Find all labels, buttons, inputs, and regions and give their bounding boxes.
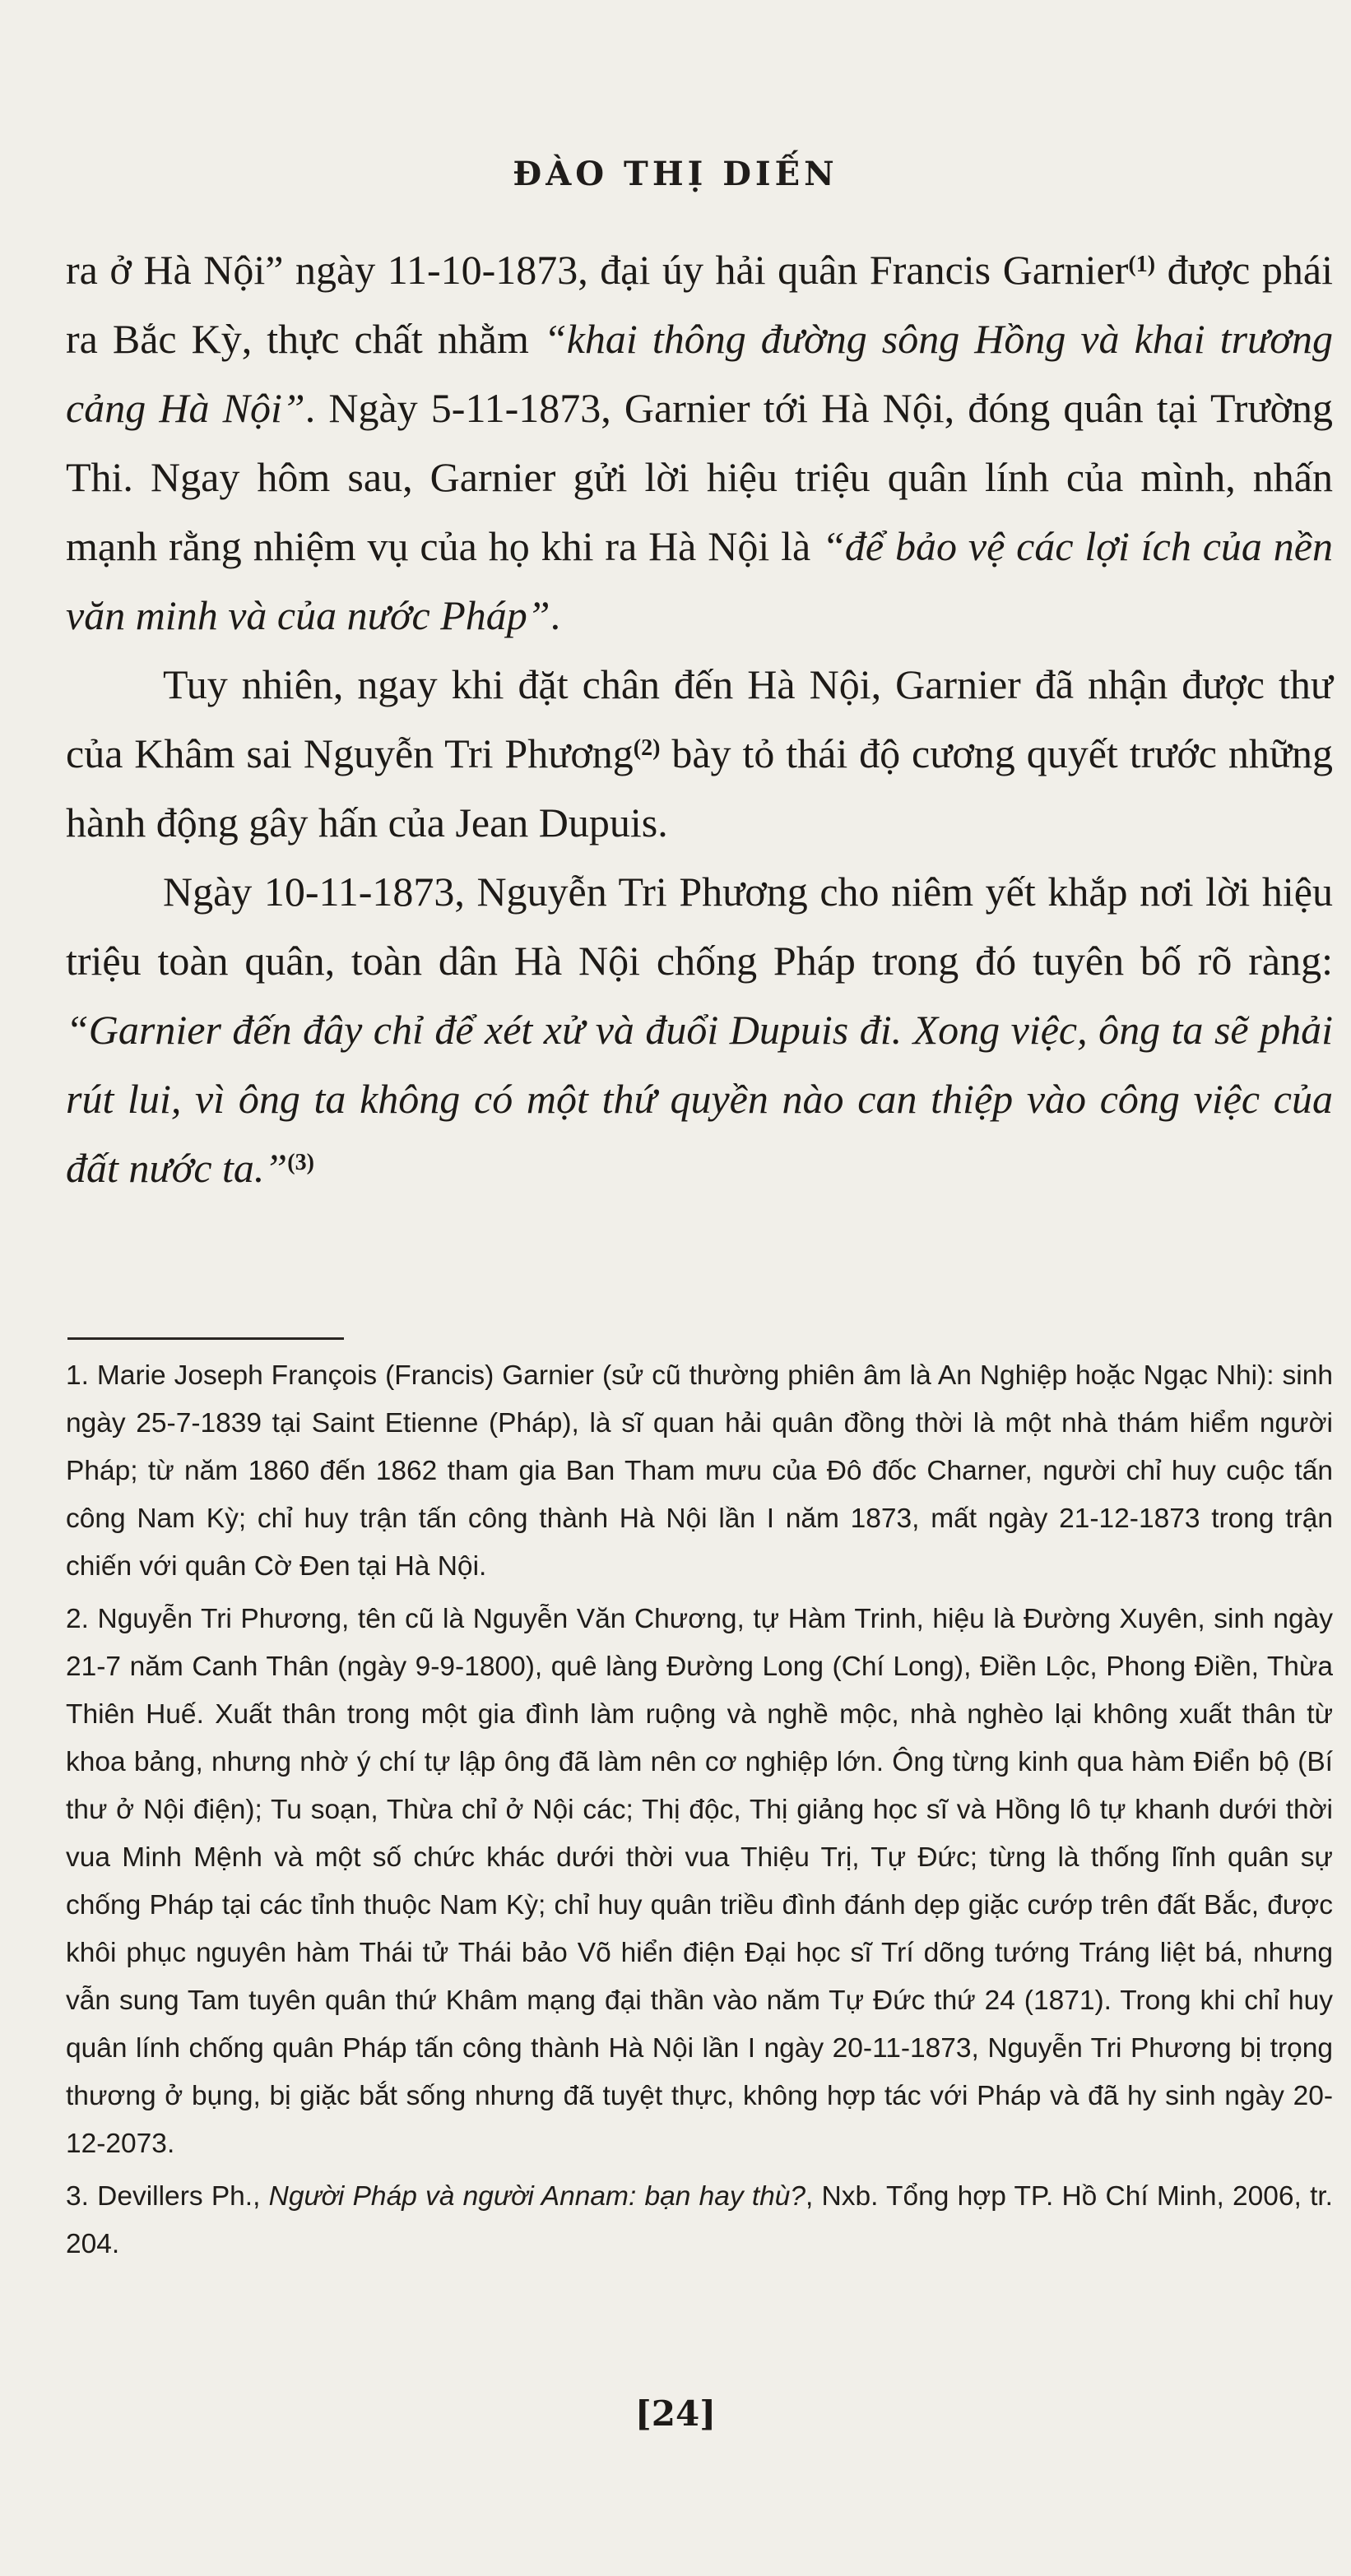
footnote-3-author: 3. Devillers Ph., — [66, 2181, 269, 2212]
footnote-3-title: Người Pháp và người Annam: bạn hay thù? — [268, 2181, 806, 2212]
footnote-1: 1. Marie Joseph François (Francis) Garnier (sử cũ thường phiên âm là An Nghiệp hoặc Ngạc Nhi): sinh ngày 25-7-1839 tại Saint Etienne (Pháp), là sĩ quan hải quân đồng thời là một nhà thám hiểm người Pháp; từ năm 1860 đến 1862 tham gia Ban Tham mưu của Đô đốc Charner, người chỉ huy cuộc tấn công Nam Kỳ; chỉ huy trận tấn công thành Hà Nội lần I năm 1873, mất ngày 21-12-1873 trong trận chiến với quân Cờ Đen tại Hà Nội. — [66, 1360, 1333, 1582]
footnote-2: 2. Nguyễn Tri Phương, tên cũ là Nguyễn Văn Chương, tự Hàm Trinh, hiệu là Đường Xuyên, sinh ngày 21-7 năm Canh Thân (ngày 9-9-1800), quê làng Đường Long (Chí Long), Điền Lộc, Phong Điền, Thừa Thiên Huế. Xuất thân trong một gia đình làm ruộng và nghề mộc, nhà nghèo lại không xuất thân từ khoa bảng, nhưng nhờ ý chí tự lập ông đã làm nên cơ nghiệp lớn. Ông từng kinh qua hàm Điển bộ (Bí thư ở Nội điện); Tu soạn, Thừa chỉ ở Nội các; Thị độc, Thị giảng học sĩ và Hồng lô tự khanh dưới thời vua Minh Mệnh và một số chức khác dưới thời vua Thiệu Trị, Tự Đức; từng là thống lĩnh quân sự chống Pháp tại các tỉnh thuộc Nam Kỳ; chỉ huy quân triều đình đánh dẹp giặc cướp trên đất Bắc, được khôi phục nguyên hàm Thái tử Thái bảo Võ hiển điện Đại học sĩ Trí dõng tướng Tráng liệt bá, nhưng vẫn sung Tam tuyên quân thứ Khâm mạng đại thần vào năm Tự Đức thứ 24 (1871). Trong khi chỉ huy quân lính chống quân Pháp tấn công thành Hà Nội lần I ngày 20-11-1873, Nguyễn Tri Phương bị trọng thương ở bụng, bị giặc bắt sống nhưng đã tuyệt thực, không hợp tác với Pháp và đã hy sinh ngày 20-12-2073. — [66, 1604, 1333, 2159]
p1-text-c: . Ngày 5-11-1873, Garnier tới Hà Nội, đóng quân tại Trường Thi. Ngay hôm sau, Garnier gửi lời hiệu triệu quân lính của mình, nhấn mạnh rằng nhiệm vụ của họ khi ra Hà Nội là — [66, 385, 1333, 569]
p1-text-a: ra ở Hà Nội” ngày 11-10-1873, đại úy hải quân Francis Garnier — [66, 247, 1129, 293]
body-text — [66, 235, 1333, 1202]
p1-text-b: được phái ra Bắc Kỳ, thực chất nhằm — [66, 247, 1333, 362]
footnote-ref-3[interactable]: (3) — [287, 1150, 314, 1175]
footnote-ref-2[interactable]: (2) — [633, 735, 661, 761]
page-number: [24] — [634, 2393, 717, 2434]
footnote-3-publisher: , Nxb. Tổng hợp TP. Hồ Chí Minh, 2006, tr. 204. — [66, 2181, 1333, 2259]
p1-quote-1: “khai thông đường sông Hồng và khai trương cảng Hà Nội” — [66, 316, 1333, 431]
p3-text-a: Ngày 10-11-1873, Nguyễn Tri Phương cho niêm yết khắp nơi lời hiệu triệu toàn quân, toàn dân Hà Nội chống Pháp trong đó tuyên bố rõ ràng: — [66, 869, 1333, 984]
paragraph-3 — [66, 857, 1333, 1202]
footnote-ref-1[interactable]: (1) — [1128, 252, 1156, 277]
p1-quote-2: “để bảo vệ các lợi ích của nền văn minh và của nước Pháp” — [66, 523, 1333, 638]
footnote-divider — [67, 1337, 344, 1340]
p1-text-d: . — [550, 592, 561, 638]
p2-text-a: Tuy nhiên, ngay khi đặt chân đến Hà Nội, Garnier đã nhận được thư của Khâm sai Nguyễn Tri Phương — [66, 661, 1333, 776]
p3-quote: “Garnier đến đây chỉ để xét xử và đuổi Dupuis đi. Xong việc, ông ta sẽ phải rút lui, vì ông ta không có một thứ quyền nào can thiệp vào công việc của đất nước ta.” — [66, 1007, 1333, 1191]
paragraph-2 — [66, 650, 1333, 857]
running-header: ĐÀO THỊ DIẾN — [513, 155, 838, 193]
footnotes — [66, 1352, 1333, 2273]
paragraph-1 — [66, 235, 1333, 650]
p2-text-b: bày tỏ thái độ cương quyết trước những hành động gây hấn của Jean Dupuis. — [66, 730, 1333, 846]
footnote-3 — [66, 2173, 1333, 2268]
